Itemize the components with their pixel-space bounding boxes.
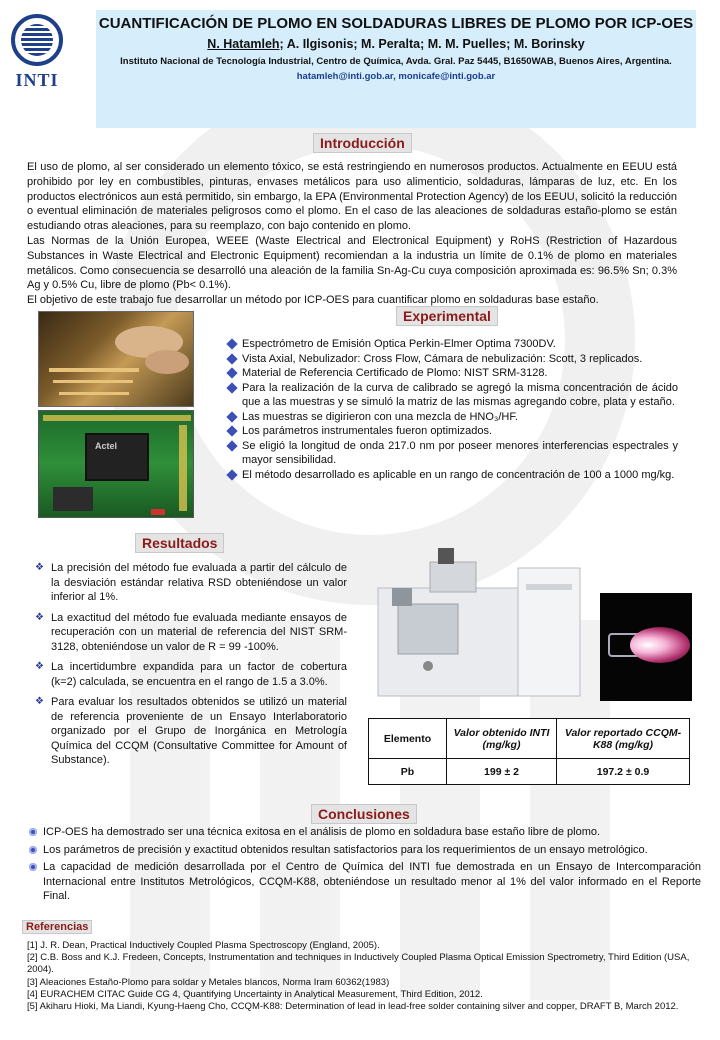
contact-emails: hatamleh@inti.gob.ar, monicafe@inti.gob.ar (296, 71, 496, 82)
list-item: Se eligió la longitud de onda 217.0 nm por poseer menores interferencias espectrales y mayor sensibilidad. (226, 439, 678, 468)
bullet-icon (226, 367, 237, 378)
diamond-bullet-icon: ❖ (35, 562, 44, 573)
icp-oes-instrument-photo (368, 548, 586, 702)
bullet-icon (29, 828, 37, 836)
bullet-icon (29, 863, 37, 871)
inti-emblem-icon (11, 14, 63, 66)
resultados-list (35, 561, 347, 768)
reference-item: [2] C.B. Boss and K.J. Fredeen, Concepts, Instrumentation and techniques in Inductively Coupled Plasma Optical Emission Spectrometry, Third Edition (USA, 2004). (27, 952, 690, 976)
references-list (27, 940, 715, 1013)
plasma-glow (630, 627, 690, 663)
introduccion-p3: El objetivo de este trabajo fue desarrollar un método por ICP-OES para cuantificar plomo en soldaduras base estaño. (27, 294, 599, 307)
inti-logo (8, 14, 66, 102)
introduccion-p2: Las Normas de la Unión Europea, WEEE (Waste Electrical and Electronical Equipment) y RoHS (Restriction of Hazardous Substances in Waste Electrical and Electronic Equipment) recomiendan a la industria un límite de 0.1% de plomo en materiales metálicos. Como consecuencia se desarrolló una aleación de la familia Sn-Ag-Cu cuya composición aproximada es: 96.5% Sn; 0.3% Ag y 0.5% Cu, libre de plomo (Pb< 0.1%). (27, 234, 677, 292)
section-title-introduccion: Introducción (313, 133, 412, 153)
table-row (369, 759, 690, 785)
first-author: N. Hatamleh (207, 37, 280, 51)
table-cell: 199 ± 2 (447, 759, 557, 785)
list-item: La capacidad de medición desarrollada por el Centro de Química del INTI fue demostrada en un Ensayo de Intercomparación Internacional entre Institutos Metrológicos, CCQM-K88, obteniéndose un resultado menor al 1% del valor informado en el Reporte Final. (27, 860, 701, 904)
bullet-icon (226, 338, 237, 349)
reference-item: [1] J. R. Dean, Practical Inductively Coupled Plasma Spectroscopy (England, 2005). (27, 940, 380, 951)
list-item: Los parámetros instrumentales fueron optimizados. (226, 424, 678, 439)
diamond-bullet-icon: ❖ (35, 611, 44, 623)
list-item: Los parámetros de precisión y exactitud obtenidos resultan satisfactorios para los requerimientos de un ensayo metrológico. (27, 843, 701, 858)
logo-text: INTI (15, 70, 59, 90)
column-header: Valor obtenido INTI (mg/kg) (447, 719, 557, 759)
bullet-icon (226, 425, 237, 436)
list-item: ICP-OES ha demostrado ser una técnica exitosa en el análisis de plomo en soldadura base estaño libre de plomo. (27, 825, 701, 840)
plasma-torch-photo (600, 593, 692, 701)
results-table (368, 718, 690, 785)
list-item: Para la realización de la curva de calibrado se agregó la misma concentración de ácido que a las muestras y se simuló la matriz de las mismas agregando cobre, plata y estaño. (226, 381, 678, 410)
list-item: Material de Referencia Certificado de Plomo: NIST SRM-3128. (226, 366, 678, 381)
list-item: Espectrómetro de Emisión Optica Perkin-Elmer Optima 7300DV. (226, 337, 678, 352)
poster-header (96, 10, 696, 128)
diamond-bullet-icon: ❖ (35, 696, 44, 707)
list-item: ❖ La incertidumbre expandida para un factor de cobertura (k=2) calculada, se encuentra en el rango de 1.5 a 3.0%. (35, 661, 347, 688)
experimental-list (226, 337, 678, 482)
reference-item: [5] Akiharu Hioki, Ma Liandi, Kyung-Haeng Cho, CCQM-K88: Determination of lead in lead-free solder containing silver and copper, DRAFT B, March 2012. (27, 1001, 679, 1013)
authors (96, 37, 696, 51)
bullet-icon (226, 411, 237, 422)
poster-title: CUANTIFICACIÓN DE PLOMO EN SOLDADURAS LIBRES DE PLOMO POR ICP-OES (98, 15, 694, 32)
introduccion-body (27, 160, 677, 308)
table-cell: 197.2 ± 0.9 (557, 759, 690, 785)
other-authors: ; A. Ilgisonis; M. Peralta; M. M. Puelles; M. Borinsky (279, 37, 585, 51)
table-header-row (369, 719, 690, 759)
list-item: Vista Axial, Nebulizador: Cross Flow, Cámara de nebulización: Scott, 3 replicados. (226, 352, 678, 367)
list-item: ❖ La precisión del método fue evaluada a partir del cálculo de la desviación estándar relativa RSD obteniéndose un valor inferior al 1%. (35, 562, 347, 603)
list-item: El método desarrollado es aplicable en un rango de concentración de 100 a 1000 mg/kg. (226, 468, 678, 483)
bullet-icon (226, 440, 237, 451)
pcb-board-photo (38, 410, 194, 518)
diamond-bullet-icon: ❖ (35, 661, 44, 672)
institution: Instituto Nacional de Tecnología Industrial, Centro de Química, Avda. Gral. Paz 5445, B1650WAB, Buenos Aires, Argentina. (120, 56, 672, 67)
reference-item: [3] Aleaciones Estaño-Plomo para soldar y Metales blancos, Norma Iram 60362(1983) (27, 976, 390, 988)
list-item: ❖ Para evaluar los resultados obtenidos se utilizó un material de referencia proveniente de un Ensayo Interlaboratorio organizado por el Grupo de Inorgánica en Metrología Química del CCQM (Consultative Committee for Amount of Substance). (35, 696, 347, 766)
conclusiones-list (27, 825, 701, 904)
bullet-icon (226, 382, 237, 393)
column-header: Valor reportado CCQM-K88 (mg/kg) (557, 719, 690, 759)
section-title-resultados: Resultados (135, 533, 224, 553)
column-header: Elemento (369, 719, 447, 759)
bullet-icon (226, 469, 237, 480)
section-title-conclusiones: Conclusiones (311, 804, 417, 824)
list-item: ❖ La exactitud del método fue evaluada mediante ensayos de recuperación con un material de referencia del NIST SRM-3128, obteniéndose un valor de R = 99 -100%. (35, 611, 347, 653)
chip-label: Actel (95, 441, 118, 451)
table-cell: Pb (369, 759, 447, 785)
solder-circuit-photo (38, 311, 194, 407)
section-title-referencias: Referencias (22, 920, 92, 934)
list-item: Las muestras se digirieron con una mezcla de HNO₃/HF. (226, 410, 678, 425)
bullet-icon (29, 846, 37, 854)
section-title-experimental: Experimental (396, 306, 498, 326)
reference-item: [4] EURACHEM CITAC Guide CG 4, Quantifying Uncertainty in Analytical Measurement, Third Edition, 2012. (27, 988, 483, 1000)
introduccion-p1: El uso de plomo, al ser considerado un elemento tóxico, se está restringiendo en numerosos productos. Actualmente en EEUU está prohibido por ley en combustibles, pinturas, envases metálicos para uso alimenticio, soldaduras, lámparas de luz, etc. En los productos electrónicos aun está permitido, sin embargo, la EPA (Environmental Protection Agency) de los EEUU, solicitó la reducción o eventual eliminación de materiales peligrosos como el plomo. En el caso de las aleaciones de soldaduras estaño-plomo se están estudiando otras aleaciones, para su reemplazo, con bajo contenido en plomo. (27, 161, 677, 233)
bullet-icon (226, 353, 237, 364)
